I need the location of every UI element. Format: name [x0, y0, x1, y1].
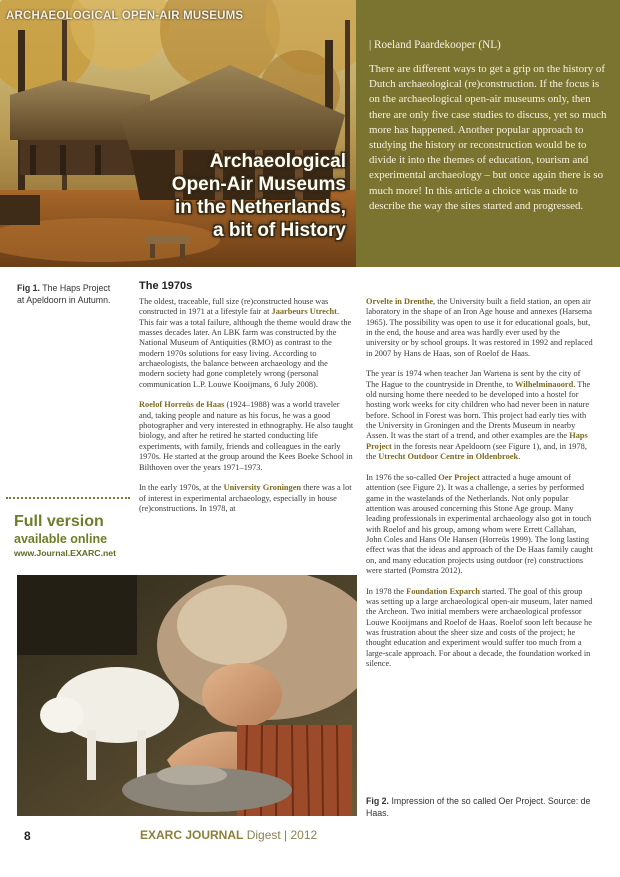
- inline-link[interactable]: Utrecht Outdoor Centre in Oldenbroek: [378, 452, 519, 462]
- journal-link[interactable]: www.Journal.EXARC.net: [14, 548, 117, 558]
- journal-name: EXARC JOURNAL: [140, 828, 244, 842]
- fig2-illustration: [17, 575, 357, 816]
- inline-link[interactable]: Roelof Horreüs de Haas: [139, 400, 225, 410]
- text: . The old nursing home there needed to be developed into a hostel for hosting work weeks for city children who had never been in nature before. School in Forest was born. This project had early ties with the University in Groningen and the Drents Museum in nearby Assen. It was the start of a trend, and other examples are the: [366, 379, 591, 441]
- inline-link[interactable]: Oer Project: [438, 472, 480, 482]
- page-number: 8: [24, 829, 31, 843]
- inline-link[interactable]: Orvelte in Drenthe: [366, 297, 434, 306]
- fig1-label: Fig 1.: [17, 283, 40, 293]
- text: started. The goal of this group was setting up a large archaeological open-air museum, later named the Archeon. Two initial members were archaeological professor Louwe Kooijmans and Roelof de Haas. Roelof soon left because he was frustration about the sheer size and costs of the project; he thought education and experiment would suffer too much from a large-scale approach. For about a decade, the foundation worked in silence.: [366, 586, 593, 669]
- title-line: in the Netherlands,: [174, 197, 346, 218]
- full-version-promo[interactable]: [14, 512, 134, 560]
- paragraph: [366, 473, 593, 576]
- article-title: [86, 150, 346, 242]
- fig1-text: The Haps Project at Apeldoorn in Autumn.: [17, 283, 111, 306]
- paragraph: [139, 297, 354, 390]
- intro-panel: [356, 0, 620, 267]
- text: The oldest, traceable, full size (re)constructed house was constructed in 1971 at a lifestyle fair at: [139, 297, 329, 317]
- fig2-text: Impression of the so called Oer Project. Source: de Haas.: [366, 796, 591, 819]
- text: in the forests near Apeldoorn (see Figure 1), and, in 1978, the: [366, 441, 587, 462]
- text: In the early 1970s, at the: [139, 483, 224, 493]
- hero: [0, 0, 620, 267]
- divider: [6, 497, 130, 499]
- inline-link[interactable]: Haps Project: [366, 431, 588, 451]
- promo-title: Full version: [14, 513, 104, 530]
- paragraph: [366, 587, 593, 670]
- text: (1924–1988) was a world traveler and, taking people and nature as his focus, he was a good photographer and very interested in ethnography. He also taught biology, and after he retired he started conducting life experiments, with family, friends and colleagues in the early 1970s. He started at the group around the Kees Boeke School in Bilthoven over the years 1971–1973.: [139, 400, 354, 472]
- inline-link[interactable]: Wilhelminaoord: [515, 379, 574, 389]
- fig2-photo: [17, 575, 357, 816]
- text: In 1978 the: [366, 586, 407, 596]
- section-heading: The 1970s: [139, 280, 193, 292]
- text: .: [518, 452, 521, 462]
- journal-issue: Digest | 2012: [246, 828, 318, 842]
- text: there was a lot of interest in experimental archaeology, especially in house (re)constructions. In 1978, at: [139, 483, 352, 513]
- text-column-left: [139, 297, 354, 525]
- paragraph: [366, 369, 593, 462]
- title-line: Open-Air Museums: [171, 174, 346, 195]
- intro-text: There are different ways to get a grip on the history of Dutch archaeological (re)construction. If the focus is on the archaeological open-air museums only, then there are only five case studies to discuss, yet so much more has happened. Another popular approach to studying the history or reconstruction would be to divide it into the themes of education, tourism and experimental archaeology – but once again there is so much more! In this article a choice was made to describe the way the sites started and progressed.: [369, 63, 607, 212]
- text: , the University built a field station, an open air laboratory in the shape of an Iron Age house and annexes (Harsema 1965). The possibility was open to use it for educational goals, but, in the end, the house and area was hardly ever used by the university or by school groups. It was restored in 1992 and replaced in 2007 by Hans de Haas, son of Roelof de Haas.: [366, 297, 593, 358]
- fig2-label: Fig 2.: [366, 796, 389, 806]
- title-line: a bit of History: [212, 220, 346, 241]
- title-line: Archaeological: [209, 151, 346, 172]
- inline-link[interactable]: Jaarbeurs Utrecht: [271, 307, 337, 317]
- fig2-caption: [366, 795, 596, 819]
- author-byline: | Roeland Paardekooper (NL): [369, 39, 501, 51]
- hero-photo: [0, 0, 356, 267]
- inline-link[interactable]: Foundation Exparch: [406, 586, 480, 596]
- paragraph: [366, 297, 593, 359]
- paragraph: [139, 483, 354, 514]
- fig1-caption: [17, 282, 117, 306]
- text: In 1976 the so-called: [366, 472, 439, 482]
- series-label: ARCHAEOLOGICAL OPEN-AIR MUSEUMS: [6, 10, 244, 22]
- footer-journal: [140, 828, 317, 842]
- paragraph: [139, 400, 354, 472]
- text: The year is 1974 when teacher Jan Wartena is sent by the city of The Hague to the countryside in Drenthe, to: [366, 369, 581, 389]
- text-column-right: [366, 297, 593, 680]
- text: attracted a huge amount of attention (see Figure 2). It was a challenge, a series by performed game in the wastelands of the Netherlands. Not only popular attention was aroused concerning this Stone Age group. Many leading professionals in experimental archaeology also got in touch with Roelof and his group, among whom were Errett Callahan, John Coles and Hans Ole Hansen (Horreüs 1999). The long lasting effect was that the ideas and approach of the De Haas family caught on, and many education projects using outdoor (re) constructions were started (Pomstra 2012).: [366, 472, 593, 575]
- promo-subtitle: available online: [14, 532, 108, 546]
- text: . This fair was a total failure, although the theme would draw the masses decades later. An LBK farm was constructed by the National Museum of Antiquities (RMO) as contrast to the modern 1970s solutions for easy living. According to archaeologists, the balance between archaeology and the modern society had gone completely wrong (personal communication L.P. Louwe Kooijmans, 6 July 2008).: [139, 307, 352, 389]
- inline-link[interactable]: University Groningen: [223, 483, 302, 493]
